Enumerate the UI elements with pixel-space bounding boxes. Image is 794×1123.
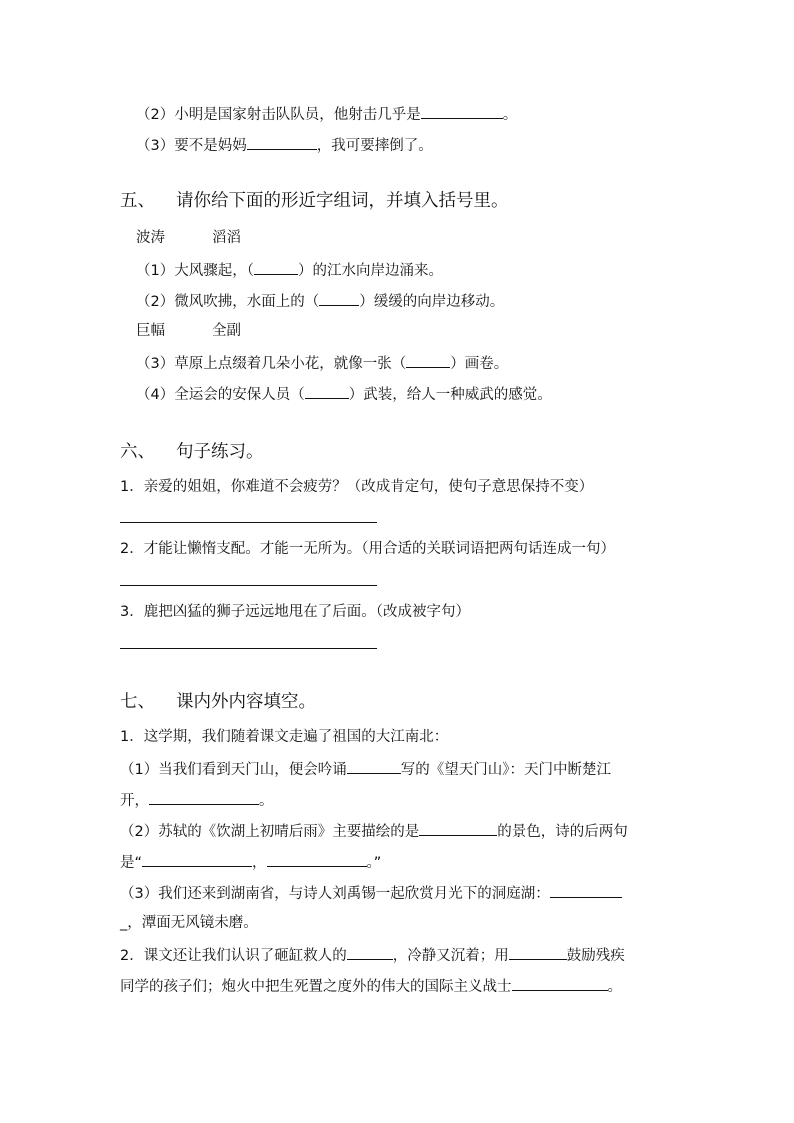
s7-q1-intro: 1．这学期，我们随着课文走遍了祖国的大江南北： xyxy=(120,729,449,745)
s5-word-pair-1: 波涛 滔滔 xyxy=(136,230,241,246)
s5-q3-line: （3）草原上点缀着几朵小花，就像一张（ ）画卷。 xyxy=(136,352,508,374)
s5-word-pair-2: 巨幅 全副 xyxy=(136,323,241,339)
answer-blank[interactable] xyxy=(149,789,259,805)
section-7-heading: 七、 课内外内容填空。 xyxy=(120,692,316,712)
s5-q4-line: （4）全运会的安保人员（ ）武装，给人一种威武的感觉。 xyxy=(136,383,552,405)
s4-q2-line: （2）小明是国家射击队队员，他射击几乎是 。 xyxy=(136,103,517,125)
s7-q2-line-b: 同学的孩子们；炮火中把生死置之度外的伟大的国际主义战士 。 xyxy=(120,975,622,997)
answer-blank[interactable] xyxy=(142,851,252,867)
s6-q3-text: 3．鹿把凶猛的狮子远远地甩在了后面。（改成被字句） xyxy=(120,604,470,620)
answer-blank[interactable] xyxy=(421,103,503,119)
answer-blank[interactable] xyxy=(347,758,401,774)
s7-q1-1-line-a: （1）当我们看到天门山，便会吟诵 写的《望天门山》：天门中断楚江 xyxy=(120,758,611,780)
answer-blank[interactable] xyxy=(512,975,608,991)
answer-blank[interactable] xyxy=(319,290,359,306)
s7-q1-1-line-b: 开， 。 xyxy=(120,789,274,811)
answer-blank[interactable] xyxy=(509,944,567,960)
s6-q3-answer-line[interactable] xyxy=(120,648,377,649)
s7-q1-2-line-a: （2）苏轼的《饮湖上初晴后雨》主要描绘的是 的景色，诗的后两句 xyxy=(120,820,628,842)
s4-q3-line: （3）要不是妈妈 ，我可要摔倒了。 xyxy=(136,134,433,156)
s7-q1-2-line-b: 是“ ， 。” xyxy=(120,851,381,873)
answer-blank[interactable] xyxy=(406,352,450,368)
section-5-heading: 五、 请你给下面的形近字组词，并填入括号里。 xyxy=(120,191,509,211)
s6-q2-text: 2．才能让懒惰支配。才能一无所为。（用合适的关联词语把两句话连成一句） xyxy=(120,541,615,557)
s6-q1-text: 1．亲爱的姐姐，你难道不会疲劳？（改成肯定句，使句子意思保持不变） xyxy=(120,479,594,495)
answer-blank[interactable] xyxy=(347,944,393,960)
s7-q1-3-line-a: （3）我们还来到湖南省，与诗人刘禹锡一起欣赏月光下的洞庭湖： xyxy=(120,882,622,904)
s6-q2-answer-line[interactable] xyxy=(120,585,377,586)
answer-blank[interactable] xyxy=(305,383,349,399)
answer-blank[interactable] xyxy=(419,820,497,836)
s5-q1-line: （1）大风骤起，（ ）的江水向岸边涌来。 xyxy=(136,259,443,281)
section-6-heading: 六、 句子练习。 xyxy=(120,442,264,462)
s7-q1-3-line-b: _，潭面无风镜未磨。 xyxy=(120,915,258,931)
answer-blank[interactable] xyxy=(550,882,622,898)
s7-q2-line-a: 2．课文还让我们认识了砸缸救人的 ，冷静又沉着；用 鼓励残疾 xyxy=(120,944,625,966)
s6-q1-answer-line[interactable] xyxy=(120,522,377,523)
answer-blank[interactable] xyxy=(247,134,317,150)
answer-blank[interactable] xyxy=(267,851,367,867)
answer-blank[interactable] xyxy=(254,259,298,275)
s5-q2-line: （2）微风吹拂，水面上的（ ）缓缓的向岸边移动。 xyxy=(136,290,504,312)
